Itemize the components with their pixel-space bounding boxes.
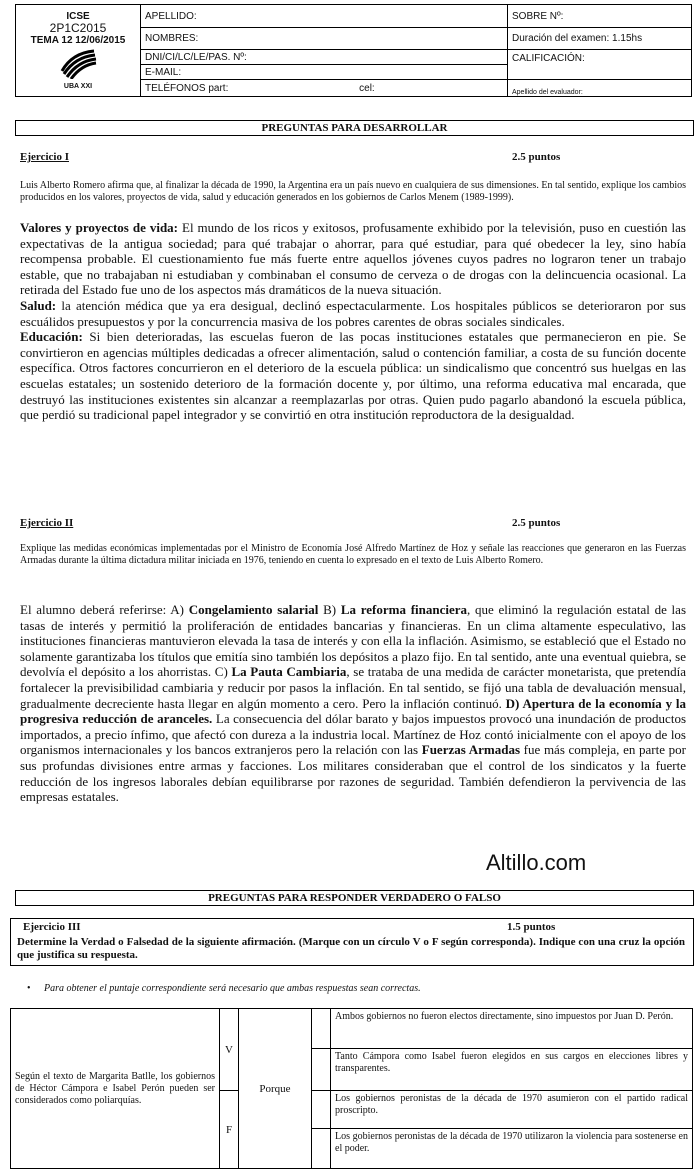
sobre-field[interactable]: SOBRE Nº: bbox=[508, 5, 692, 28]
uba-logo-icon bbox=[58, 49, 98, 79]
altillo-watermark: Altillo.com bbox=[486, 850, 587, 875]
telefonos-field[interactable] bbox=[141, 80, 508, 97]
justification-option-1: Ambos gobiernos no fueron electos directamente, sino impuestos por Juan D. Perón. bbox=[331, 1009, 693, 1049]
telefonos-label: TELÉFONOS part: bbox=[145, 82, 229, 94]
exercise-2-title: Ejercicio II bbox=[20, 517, 74, 529]
exercise-3-points: 1.5 puntos bbox=[507, 921, 556, 933]
apellido-field[interactable]: APELLIDO: bbox=[141, 5, 508, 28]
exercise-1-question: Luis Alberto Romero afirma que, al finalizar la década de 1990, la Argentina era un país nuevo en cualquiera de sus dimensiones. En tal sentido, explique los cambios producidos en los valores, proyectos de vida, salud y educación generados en los gobiernos de Carlos Menem (1989-1999). bbox=[20, 180, 686, 203]
exercise-2-points: 2.5 puntos bbox=[512, 517, 561, 529]
justification-option-4: Los gobiernos peronistas de la década de 1970 utilizaron la violencia para sostenerse en el poder. bbox=[331, 1129, 693, 1169]
dni-field[interactable]: DNI/CI/LC/LE/PAS. Nº: bbox=[141, 50, 508, 65]
justification-checkbox-1[interactable] bbox=[312, 1009, 331, 1049]
exercise-2-answer: El alumno deberá referirse: A) Congelamiento salarial B) La reforma financiera, que eliminó la regulación estatal de las tasas de interés y permitió la proliferación de entidades bancarias y financieras. En un clima altamente especulativo, las instituciones financieras mantuvieron elevada la tasa de interés y con ella la inflación. Asimismo, se estableció que el Estado no solamente garantizaba los títulos que emitía sino también los depósitos a plazo fijo. En tal sentido, ante una eventual quiebra, se devolvía el depósito a los ahorristas. C) La Pauta Cambiaria, se trataba de una medida de carácter monetarista, que pretendía fortalecer la previsibilidad cambiaria y reducir por pasos la inflación. En tal sentido, se fijó una tabla de devaluación mensual, gradualmente decreciente hasta llegar en algún momento a cero. Pero la inflación continuó. D) Apertura de la economía y la progresiva reducción de aranceles. La consecuencia del dólar barato y bajos impuestos provocó una inundación de productos importados, a precio ínfimo, que afectó con dureza a la industria local. Martínez de Hoz contó inicialmente con el apoyo de los organismos internacionales y los bancos extranjeros pero la relación con las Fuerzas Armadas fue más compleja, en parte por sus profundas divisiones entre armas y facciones. Los militares consideraban que el control de los sindicatos y la fuerte reducción de los ingresos laborales debían equilibrarse por razones de seguridad. También defendieron la pervivencia de las empresas estatales. bbox=[20, 602, 687, 805]
exercise-1-points: 2.5 puntos bbox=[512, 151, 561, 163]
section-title-desarrollar: PREGUNTAS PARA DESARROLLAR bbox=[15, 120, 694, 136]
evaluador-field[interactable]: Apellido del evaluador: bbox=[508, 80, 692, 97]
institution: ICSE bbox=[66, 10, 90, 22]
header-table bbox=[15, 4, 692, 97]
exercise-3-box bbox=[10, 918, 694, 966]
header-institution-cell bbox=[16, 5, 141, 97]
exercise-3-title: Ejercicio III bbox=[23, 921, 81, 933]
exercise-3-instruction: Determine la Verdad o Falsedad de la siguiente afirmación. (Marque con un círculo V o F según corresponda). Indique con una cruz la opción que justifica su respuesta. bbox=[17, 936, 685, 961]
answer-educacion: Educación: Si bien deterioradas, las escuelas fueron de las pocas instituciones estatales que permanecieron en pie. Se convirtieron en agencias múltiples dedicadas a ofrecer alimentación, salud o contención familiar, a costa de su función docente específica. Otros factores concurrieron en el deterioro de la escuela pública: un sindicalismo que concentró sus huelgas en las escuelas estatales; un sostenido deterioro de la formación docente y, por último, una reforma educativa mal encarada, que destruyó las instituciones existentes sin alcanzar a reemplazarlas por otras. Quien pudo pagarlo abandonó la escuela pública, que perdió su tradicional papel integrador y se convirtió en otra institución reproductora de la desigualdad. bbox=[20, 329, 686, 423]
logo-text: UBA XXI bbox=[63, 82, 93, 90]
exercise-3-note: • Para obtener el puntaje correspondiente será necesario que ambas respuestas sean correctas. bbox=[27, 983, 421, 994]
vf-statement: Según el texto de Margarita Batlle, los gobiernos de Héctor Cámpora e Isabel Perón pueden ser considerados como poliarquías. bbox=[11, 1009, 220, 1169]
justification-option-3: Los gobiernos peronistas de la década de 1970 asumieron con el partido radical proscripto. bbox=[331, 1091, 693, 1129]
answer-salud: Salud: la atención médica que ya era desigual, declinó espectacularmente. Los hospitales públicos se deterioraron por sus escuálidos presupuestos y por la concurrencia masiva de los pobres carentes de obras sociales sindicales. bbox=[20, 297, 686, 329]
justification-checkbox-3[interactable] bbox=[312, 1091, 331, 1129]
answer-valores: Valores y proyectos de vida: El mundo de los ricos y exitosos, profusamente exhibido por la televisión, puso en cuestión las expectativas de la antigua sociedad; para qué trabajar o ahorrar, para qué estudiar, para qué obedecer la ley, sino había recompensa probable. El cuestionamiento fue más fuerte entre aquellos jóvenes cuyos padres no lograron tener un trabajo estable, que no trabajaban ni estudiaban y combinaban el consumo de cerveza o de drogas con la delincuencia ocasional. La retirada del Estado fue uno de los aspectos más dramáticos de la nueva situación. bbox=[20, 220, 686, 298]
true-false-table bbox=[10, 1008, 693, 1169]
justification-checkbox-4[interactable] bbox=[312, 1129, 331, 1169]
true-option[interactable]: V bbox=[220, 1009, 239, 1091]
exercise-1-title: Ejercicio I bbox=[20, 151, 69, 163]
duracion-label: Duración del examen: 1.15hs bbox=[508, 28, 692, 50]
email-field[interactable]: E-MAIL: bbox=[141, 65, 508, 80]
exam-theme: TEMA 12 12/06/2015 bbox=[30, 34, 126, 46]
justification-checkbox-2[interactable] bbox=[312, 1049, 331, 1091]
exam-code: 2P1C2015 bbox=[49, 20, 107, 35]
nombres-field[interactable]: NOMBRES: bbox=[141, 28, 508, 50]
justification-option-2: Tanto Cámpora como Isabel fueron elegidos en sus cargos en elecciones libres y transparentes. bbox=[331, 1049, 693, 1091]
section-title-verdadero-falso: PREGUNTAS PARA RESPONDER VERDADERO O FALSO bbox=[15, 890, 694, 906]
exercise-2-question: Explique las medidas económicas implementadas por el Ministro de Economía José Alfredo Martínez de Hoz y señale las reacciones que generaron en las Fuerzas Armadas durante la última dictadura militar iniciada en 1976, teniendo en cuenta lo expresado en el texto de Luis Alberto Romero. bbox=[20, 543, 686, 566]
bullet-icon: • bbox=[27, 983, 31, 994]
porque-label: Porque bbox=[239, 1009, 312, 1169]
cel-label: cel: bbox=[359, 82, 375, 94]
false-option[interactable]: F bbox=[220, 1091, 239, 1169]
calificacion-field[interactable]: CALIFICACIÓN: bbox=[508, 50, 692, 80]
exercise-1-answer bbox=[20, 220, 686, 423]
